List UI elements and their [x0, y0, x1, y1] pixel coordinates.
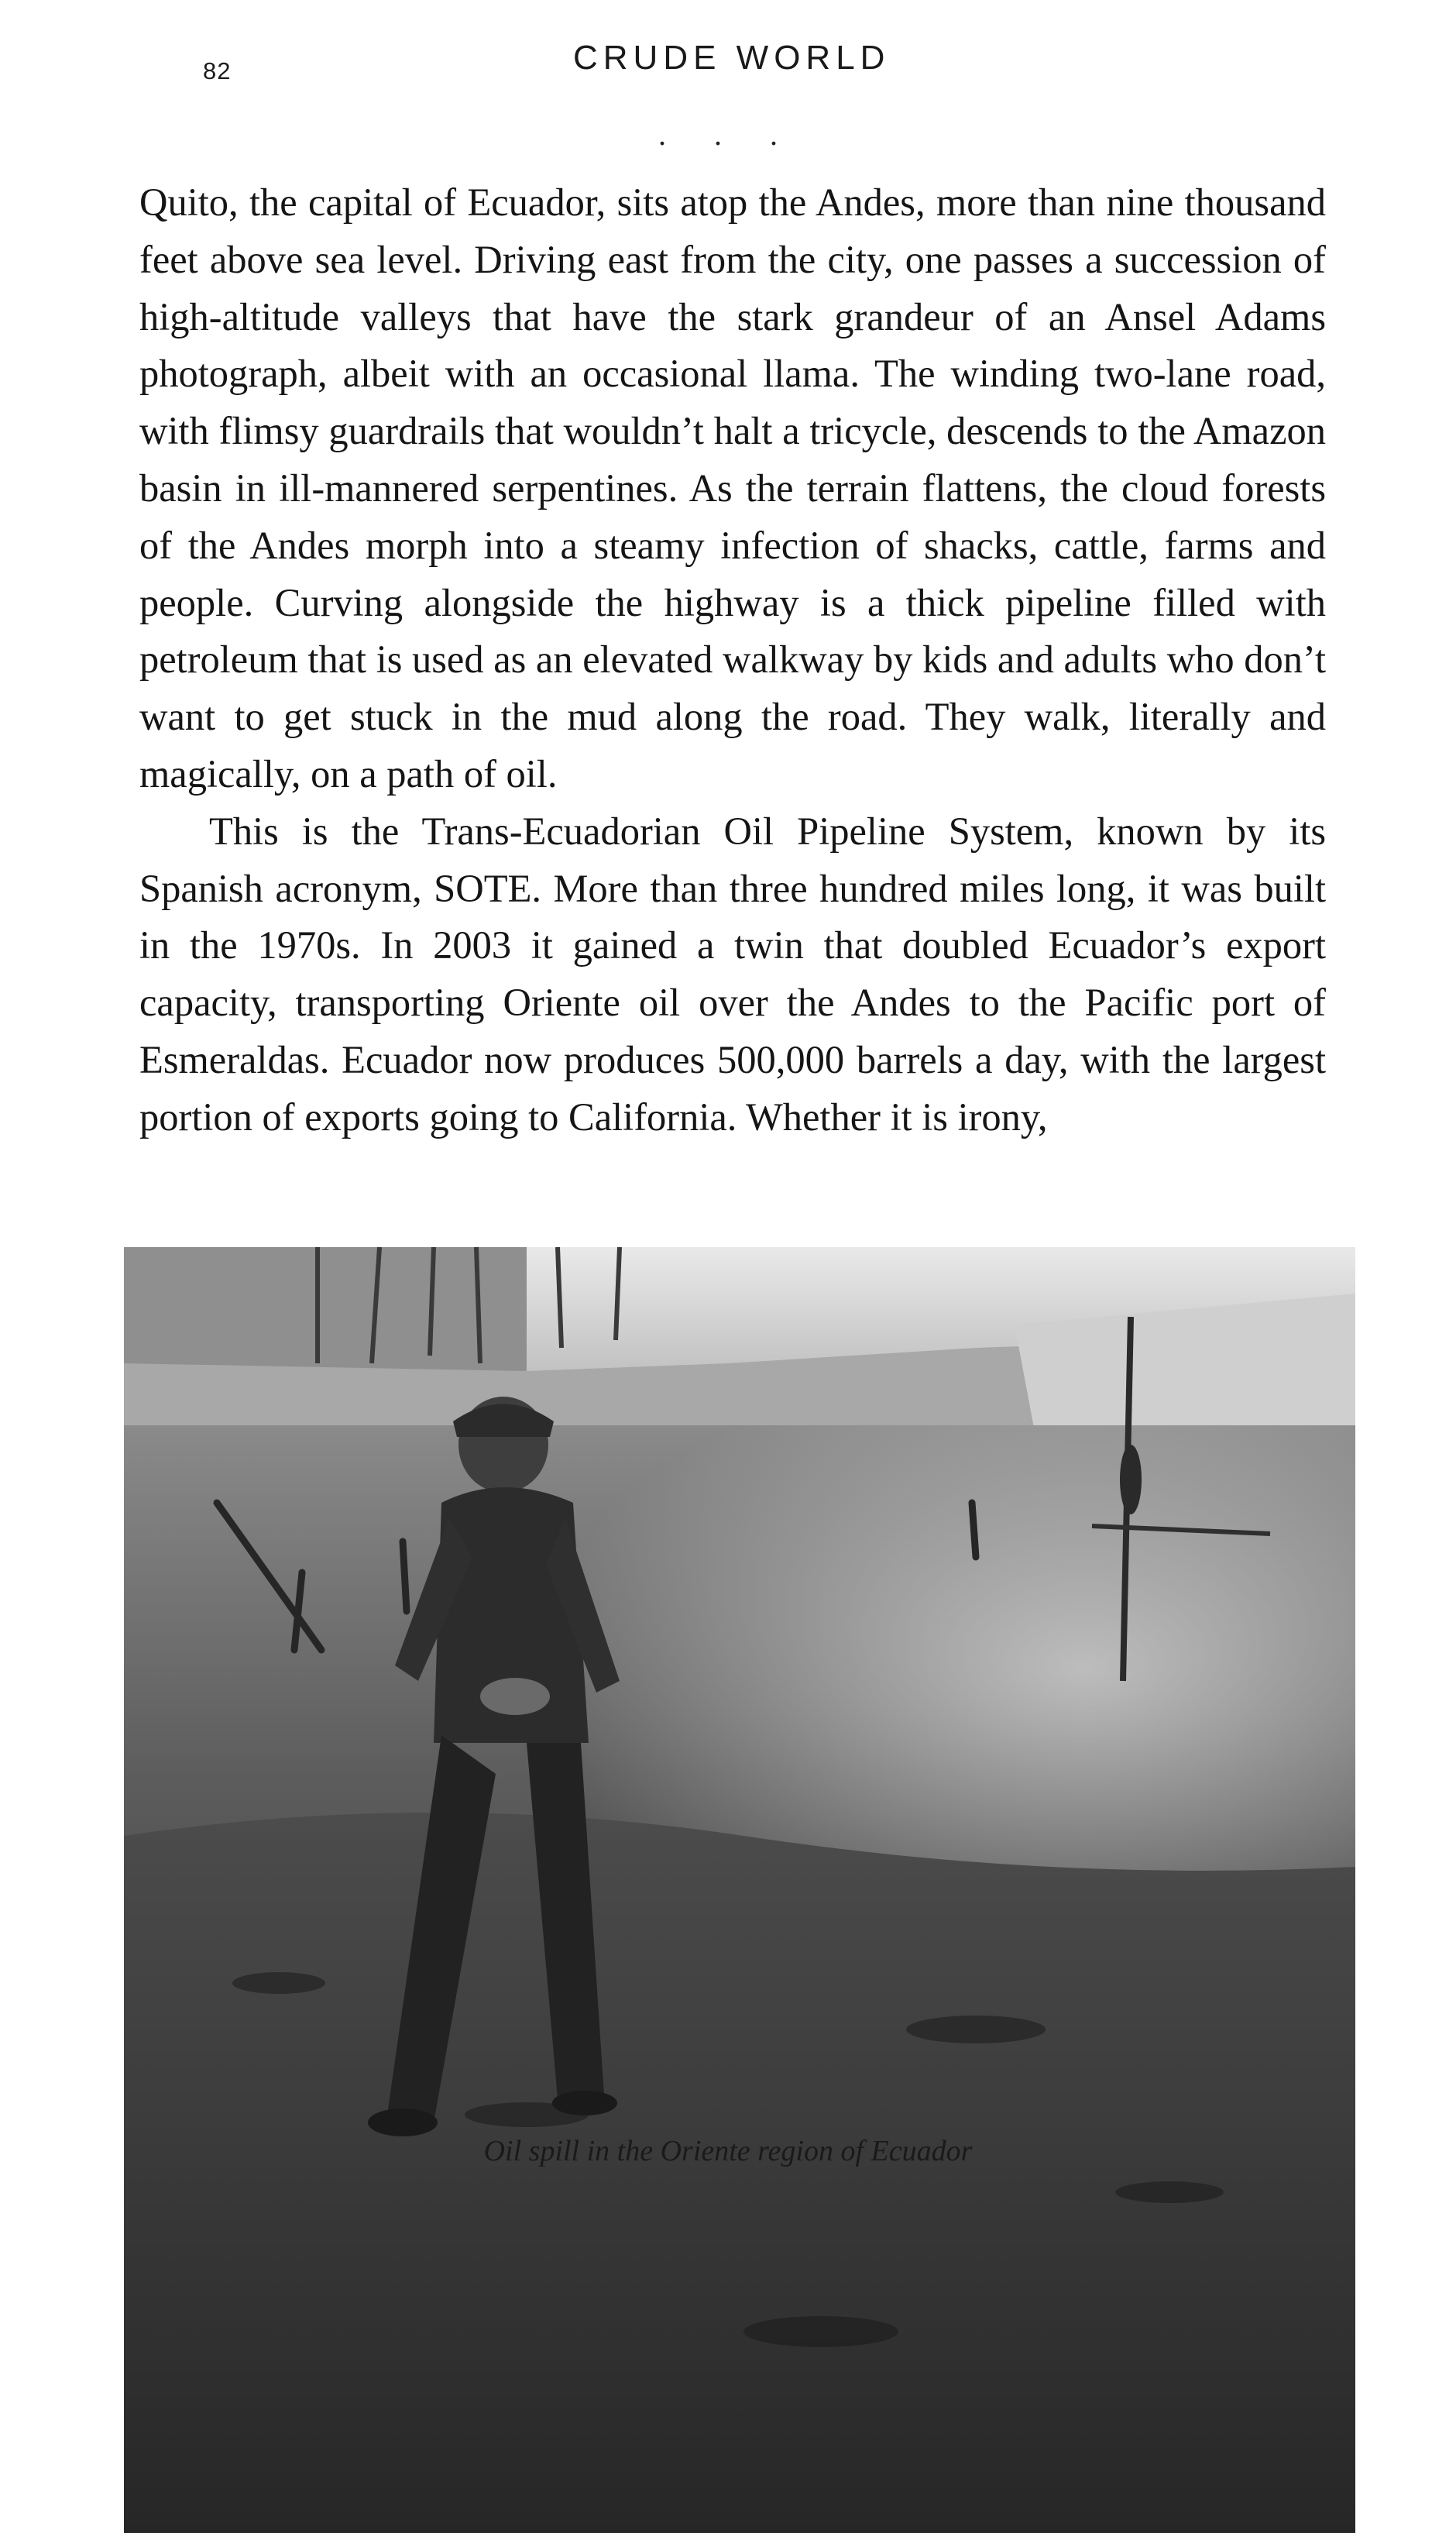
- body-text: [139, 174, 1326, 1146]
- figure-caption: Oil spill in the Oriente region of Ecuador: [483, 2135, 973, 2167]
- oil-spill-photo-illustration: [124, 1247, 1355, 2533]
- running-head: CRUDE WORLD: [573, 39, 891, 77]
- page-number: 82: [203, 57, 232, 84]
- oil-spill-photo: [124, 1247, 1355, 2533]
- paragraph: Quito, the capital of Ecuador, sits atop the Andes, more than nine thousand feet above sea level. Driving east from the city, one passes a succession of high-altitude valleys that have the stark grandeur of an Ansel Adams photograph, albeit with an occasional llama. The winding two-lane road, with flimsy guardrails that wouldn’t halt a tricycle, descends to the Amazon basin in ill-mannered serpentines. As the terrain flattens, the cloud forests of the Andes morph into a steamy infection of shacks, cattle, farms and people. Curving alongside the highway is a thick pipeline filled with petroleum that is used as an elevated walkway by kids and adults who don’t want to get stuck in the mud along the road. They walk, literally and magically, on a path of oil.: [139, 180, 1326, 796]
- section-break: . . .: [658, 117, 798, 152]
- paragraph: This is the Trans-Ecuadorian Oil Pipeline System, known by its Spanish acronym, SOTE. More than three hundred miles long, it was built in the 1970s. In 2003 it gained a twin that doubled Ecuador’s export capacity, transporting Oriente oil over the Andes to the Pacific port of Esmeraldas. Ecuador now produces 500,000 barrels a day, with the largest portion of exports going to California. Whether it is irony,: [139, 809, 1326, 1139]
